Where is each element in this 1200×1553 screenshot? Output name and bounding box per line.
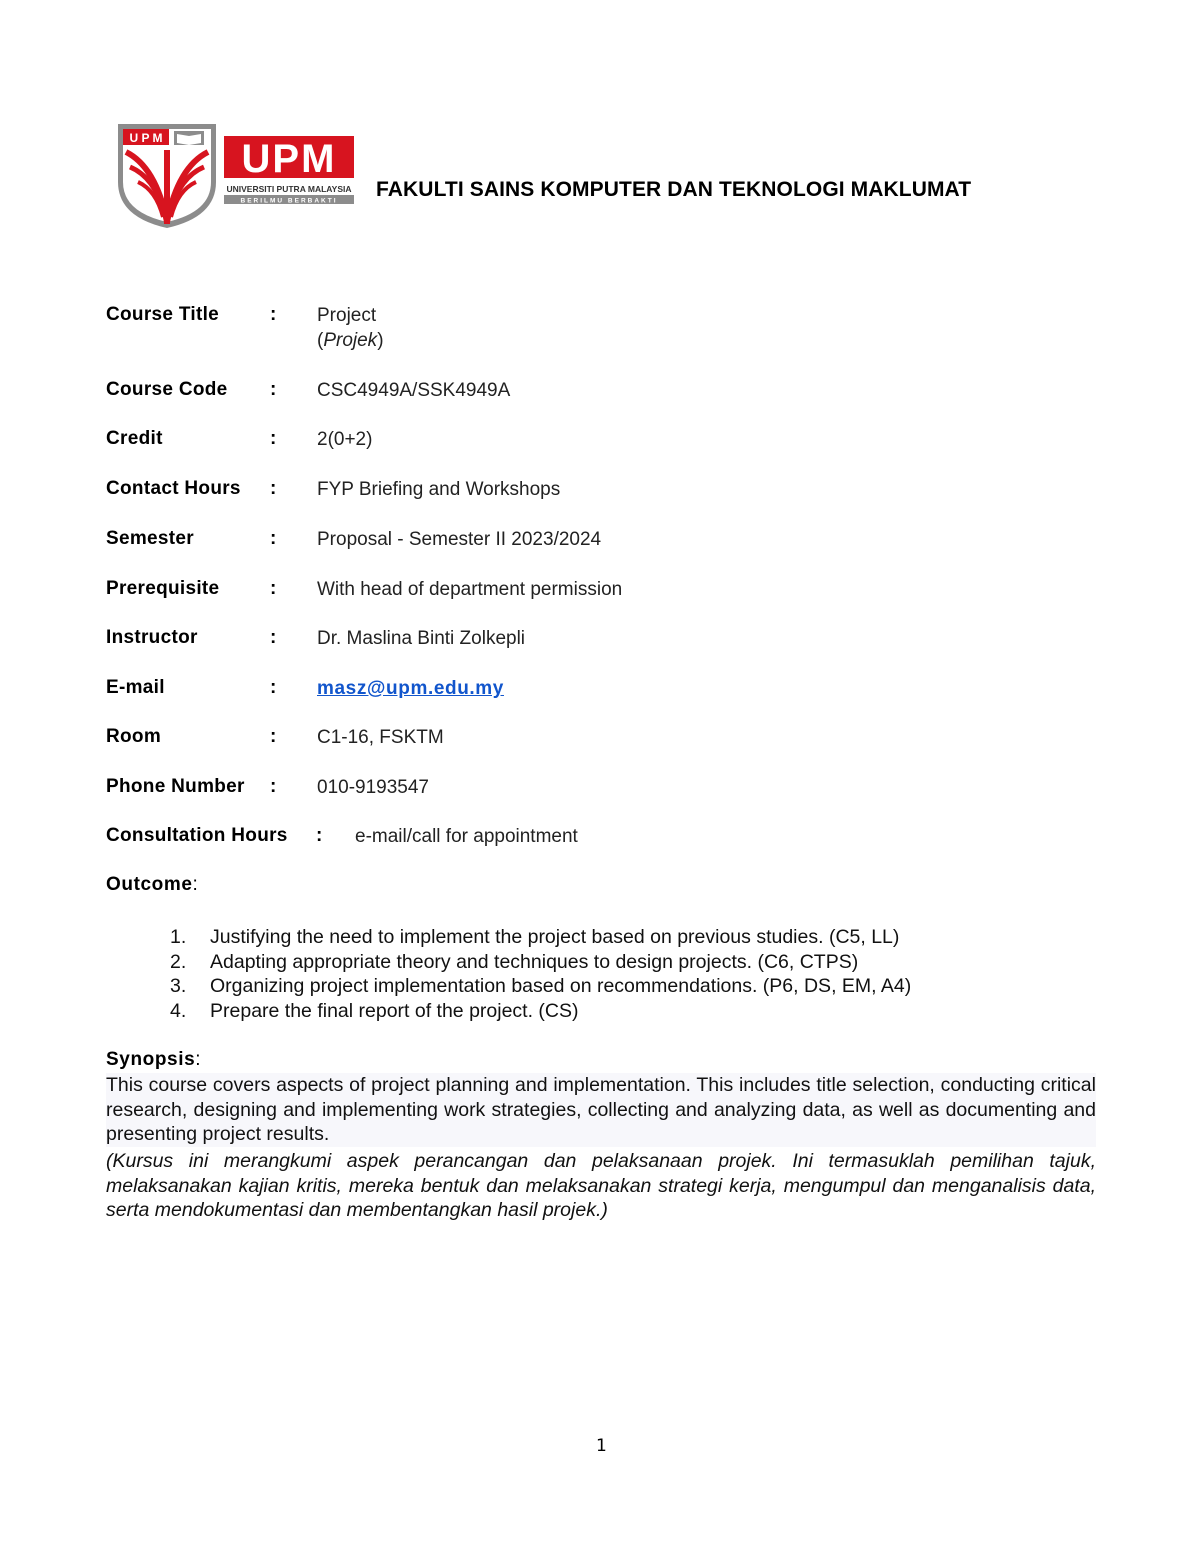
consultation-hours-value: e-mail/call for appointment [355, 826, 578, 847]
course-code-colon: : [270, 379, 277, 400]
consultation-hours-colon: : [316, 825, 323, 846]
credit-label: Credit [106, 428, 163, 449]
phone-label: Phone Number [106, 776, 245, 797]
course-code-value: CSC4949A/SSK4949A [317, 380, 511, 401]
svg-text:UNIVERSITI PUTRA MALAYSIA: UNIVERSITI PUTRA MALAYSIA [226, 184, 352, 194]
list-item: 2. Adapting appropriate theory and techniques to design projects. (C6, CTPS) [170, 950, 859, 973]
instructor-colon: : [270, 627, 277, 648]
list-item: 3. Organizing project implementation based on recommendations. (P6, DS, EM, A4) [170, 975, 912, 997]
contact-hours-label: Contact Hours [106, 478, 241, 499]
svg-text:BERILMU BERBAKTI: BERILMU BERBAKTI [240, 197, 338, 205]
email-value [317, 676, 504, 701]
faculty-title: FAKULTI SAINS KOMPUTER DAN TEKNOLOGI MAKLUMAT [376, 178, 972, 201]
contact-hours-value: FYP Briefing and Workshops [317, 479, 561, 500]
semester-colon: : [270, 528, 277, 549]
semester-value: Proposal - Semester II 2023/2024 [317, 529, 602, 550]
email-link[interactable]: masz@upm.edu.my [317, 678, 504, 699]
prerequisite-value: With head of department permission [317, 579, 623, 600]
svg-text:UPM: UPM [241, 137, 337, 181]
synopsis-text-en: This course covers aspects of project planning and implementation. This includes title selection, conducting critical research, designing and implementing work strategies, collecting and analyzing data, as well as documenting and presenting project results. [106, 1074, 1096, 1146]
course-title-en: Project [317, 305, 377, 326]
outcome-heading: Outcome: [106, 874, 198, 895]
course-title-value [317, 303, 384, 353]
instructor-value: Dr. Maslina Binti Zolkepli [317, 628, 526, 649]
contact-hours-colon: : [270, 478, 277, 499]
email-colon: : [270, 677, 277, 698]
course-code-label: Course Code [106, 379, 228, 400]
room-label: Room [106, 726, 162, 747]
room-colon: : [270, 726, 277, 747]
room-value: C1-16, FSKTM [317, 727, 444, 748]
course-title-label: Course Title [106, 304, 220, 325]
credit-colon: : [270, 428, 277, 449]
svg-text:U P M: U P M [129, 131, 163, 145]
consultation-hours-label: Consultation Hours [106, 825, 288, 846]
email-label: E-mail [106, 677, 165, 698]
prerequisite-colon: : [270, 578, 277, 599]
instructor-label: Instructor [106, 627, 198, 648]
credit-value: 2(0+2) [317, 429, 373, 450]
upm-logo [116, 122, 362, 230]
course-title-ms: (Projek) [317, 330, 384, 351]
synopsis-heading: Synopsis: [106, 1049, 201, 1070]
outcome-list [170, 925, 911, 1023]
course-title-colon: : [270, 304, 277, 325]
semester-label: Semester [106, 528, 194, 549]
phone-colon: : [270, 776, 277, 797]
list-item: 4. Prepare the final report of the project. (CS) [170, 999, 579, 1022]
page-number: 1 [596, 1436, 607, 1456]
list-item: 1. Justifying the need to implement the project based on previous studies. (C5, LL) [170, 926, 900, 948]
phone-value: 010-9193547 [317, 777, 429, 798]
prerequisite-label: Prerequisite [106, 578, 220, 599]
synopsis-text-ms: (Kursus ini merangkumi aspek perancangan dan pelaksanaan projek. Ini termasuklah pemilihan tajuk, melaksanakan kajian kritis, mereka bentuk dan melaksanakan strategi kerja, mengumpul dan menganalisis data, serta mendokumentasi dan membentangkan hasil projek.) [106, 1150, 1096, 1222]
upm-shield-icon [116, 122, 362, 230]
